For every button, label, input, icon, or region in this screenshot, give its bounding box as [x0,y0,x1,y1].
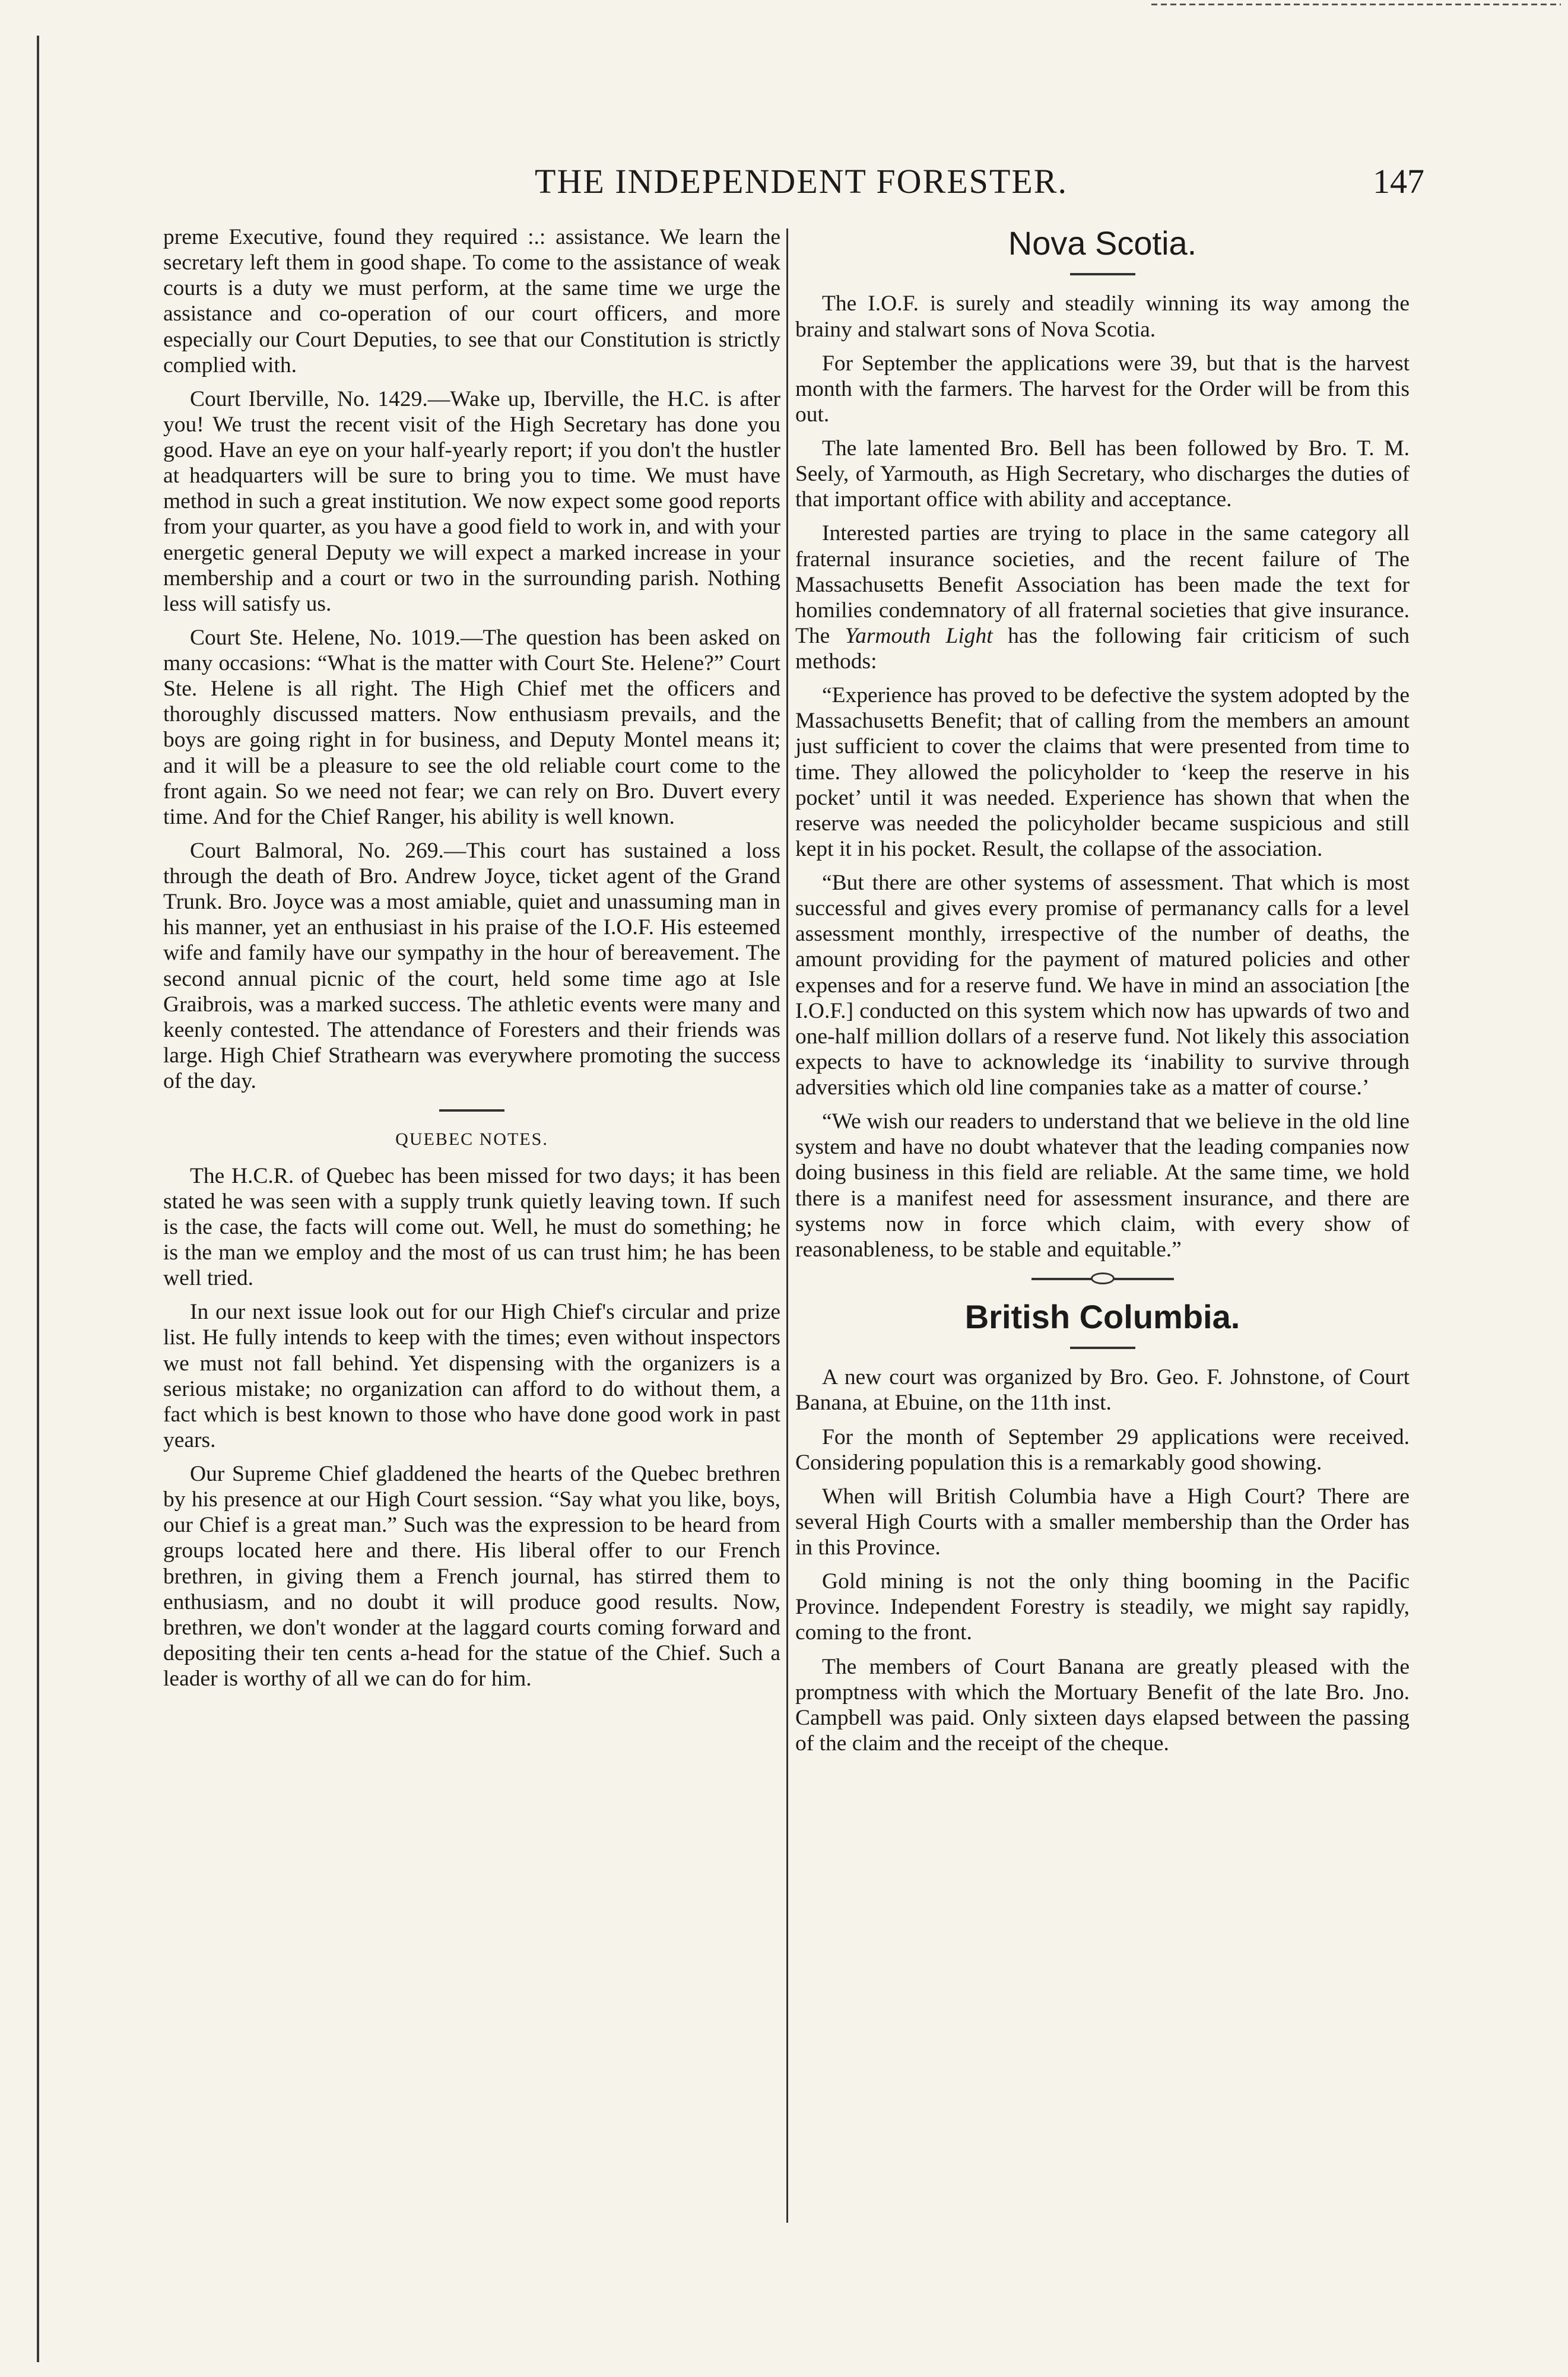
newspaper-title: Yarmouth Light [845,623,993,648]
page-number: 147 [1373,162,1424,201]
paragraph: For the month of September 29 applications were received. Considering population this is a remarkably good showing. [795,1424,1410,1475]
paragraph: A new court was organized by Bro. Geo. F. Johnstone, of Court Banana, at Ebuine, on the 11th inst. [795,1365,1410,1416]
column-divider [786,229,788,2223]
text-run: Interested parties are trying to place in the same category all fraternal insurance societies, and the recent failure of The Massachusetts Benefit Association has been made the text for homilies condemnatory of all fraternal societies that give insurance. The [795,521,1410,648]
running-title: THE INDEPENDENT FORESTER. [535,162,1068,201]
paragraph: Our Supreme Chief gladdened the hearts of the Quebec brethren by his presence at our High Court session. “Say what you like, boys, our Chief is a great man.” Such was the expression to be heard from groups located here and there. His liberal offer to our French brethren, in giving them a French journal, has stirred them to enthusiasm, and no doubt it will produce good results. Now, brethren, we don't wonder at the laggard courts coming forward and depositing their ten cents a-head for the statue of the Chief. Such a leader is worthy of all we can do for him. [163,1462,780,1691]
quoted-paragraph: “But there are other systems of assessment. That which is most successful and gives every promise of permanancy calls for a level assessment monthly, irrespective of the number of deaths, the amount providing for the payment of matured policies and other expenses and for a reserve fund. We have in mind an association [the I.O.F.] conducted on this system which now has upwards of two and one-half million dollars of a reserve fund. Not likely this association expects to have to acknowledge its ‘inability to survive through adversities which old line companies take as a matter of course.’ [795,871,1410,1100]
paragraph: The I.O.F. is surely and steadily winning its way among the brainy and stalwart sons of Nova Scotia. [795,291,1410,342]
paragraph: The members of Court Banana are greatly pleased with the promptness with which the Mortuary Benefit of the late Bro. Jno. Campbell was paid. Only sixteen days elapsed between the passing of the claim and the receipt of the cheque. [795,1654,1410,1756]
left-column [163,224,780,1700]
section-divider [439,1109,504,1112]
paragraph: preme Executive, found they required :.: assistance. We learn the secretary left them in good shape. To come to the assistance of weak courts is a duty we must perform, at the same time we urge the assistance and co-operation of our court officers, and more especially our Court Deputies, to see that our Constitution is strictly complied with. [163,225,780,377]
nova-scotia-heading: Nova Scotia. [1008,224,1197,262]
british-columbia-heading: British Columbia. [964,1297,1240,1335]
heading-rule [1070,1347,1135,1349]
page-header [178,161,1424,209]
paragraph: The H.C.R. of Quebec has been missed for two days; it has been stated he was seen with a supply trunk quietly leaving town. If such is the case, the facts will come out. Well, he must do something; he is the man we employ and the most of us can trust him; he has been well tried. [163,1163,780,1291]
paragraph: Court Ste. Helene, No. 1019.—The question has been asked on many occasions: “What is the matter with Court Ste. Helene?” Court Ste. Helene is all right. The High Chief met the officers and thoroughly discussed matters. Now enthusiasm prevails, and the boys are going right in for business, and Deputy Montel means it; and it will be a pleasure to see the old reliable court come to the front again. So we need not fear; we can rely on Bro. Duvert every time. And for the Chief Ranger, his ability is well known. [163,625,780,829]
paragraph: Gold mining is not the only thing booming in the Pacific Province. Independent Forestry is steadily, we might say rapidly, coming to the front. [795,1569,1410,1645]
quoted-paragraph: “We wish our readers to understand that we believe in the old line system and have no doubt whatever that the leading companies now doing business in this field are reliable. At the same time, we hold there is a manifest need for assessment insurance, and there are systems now in force which claim, with every show of reasonableness, to be stable and equitable.” [795,1109,1410,1262]
heading-rule [1070,273,1135,275]
text-run: has the following fair criticism of such methods: [795,623,1410,674]
top-dashed-rule [1151,4,1561,5]
paragraph: Court Iberville, No. 1429.—Wake up, Iberville, the H.C. is after you! We trust the recent visit of the High Secretary has done you good. Have an eye on your half-yearly report; if you don't the hustler at headquarters will be sure to bring you to time. We must have method in such a great institution. We now expect some good reports from your quarter, as you have a good field to work in, and with your energetic general Deputy we will expect a marked increase in your membership and a court or two in the surrounding parish. Nothing less will satisfy us. [163,386,780,616]
ornament-divider [1031,1278,1174,1280]
paragraph: For September the applications were 39, but that is the harvest month with the farmers. The harvest for the Order will be from this out. [795,351,1410,427]
paragraph: In our next issue look out for our High Chief's circular and prize list. He fully intends to keep with the times; even without inspectors we must not fall behind. Yet dispensing with the organizers is a serious mistake; no organization can afford to do without them, a fact which is best known to those who have done good work in past years. [163,1300,780,1452]
binding-edge [37,36,39,2362]
paragraph: The late lamented Bro. Bell has been followed by Bro. T. M. Seely, of Yarmouth, as High Secretary, who discharges the duties of that important office with ability and acceptance. [795,436,1410,512]
right-column [795,224,1410,1764]
quebec-notes-heading: QUEBEC NOTES. [395,1129,548,1150]
quoted-paragraph: “Experience has proved to be defective the system adopted by the Massachusetts Benefit; that of calling from the members an amount just sufficient to cover the claims that were presented from time to time. They allowed the policyholder to ‘keep the reserve in his pocket’ until it was needed. Experience has shown that when the reserve was needed the policyholder became suspicious and still kept it in his pocket. Result, the collapse of the association. [795,683,1410,861]
paragraph [795,521,1410,674]
paragraph: Court Balmoral, No. 269.—This court has sustained a loss through the death of Bro. Andrew Joyce, ticket agent of the Grand Trunk. Bro. Joyce was a most amiable, quiet and unassuming man in his manner, yet an enthusiast in his praise of the I.O.F. His esteemed wife and family have our sympathy in the hour of bereavement. The second annual picnic of the court, held some time ago at Isle Graibrois, was a marked success. The athletic events were many and keenly contested. The attendance of Foresters and their friends was large. High Chief Strathearn was everywhere promoting the success of the day. [163,838,780,1093]
paragraph: When will British Columbia have a High Court? There are several High Courts with a smaller membership than the Order has in this Province. [795,1484,1410,1560]
